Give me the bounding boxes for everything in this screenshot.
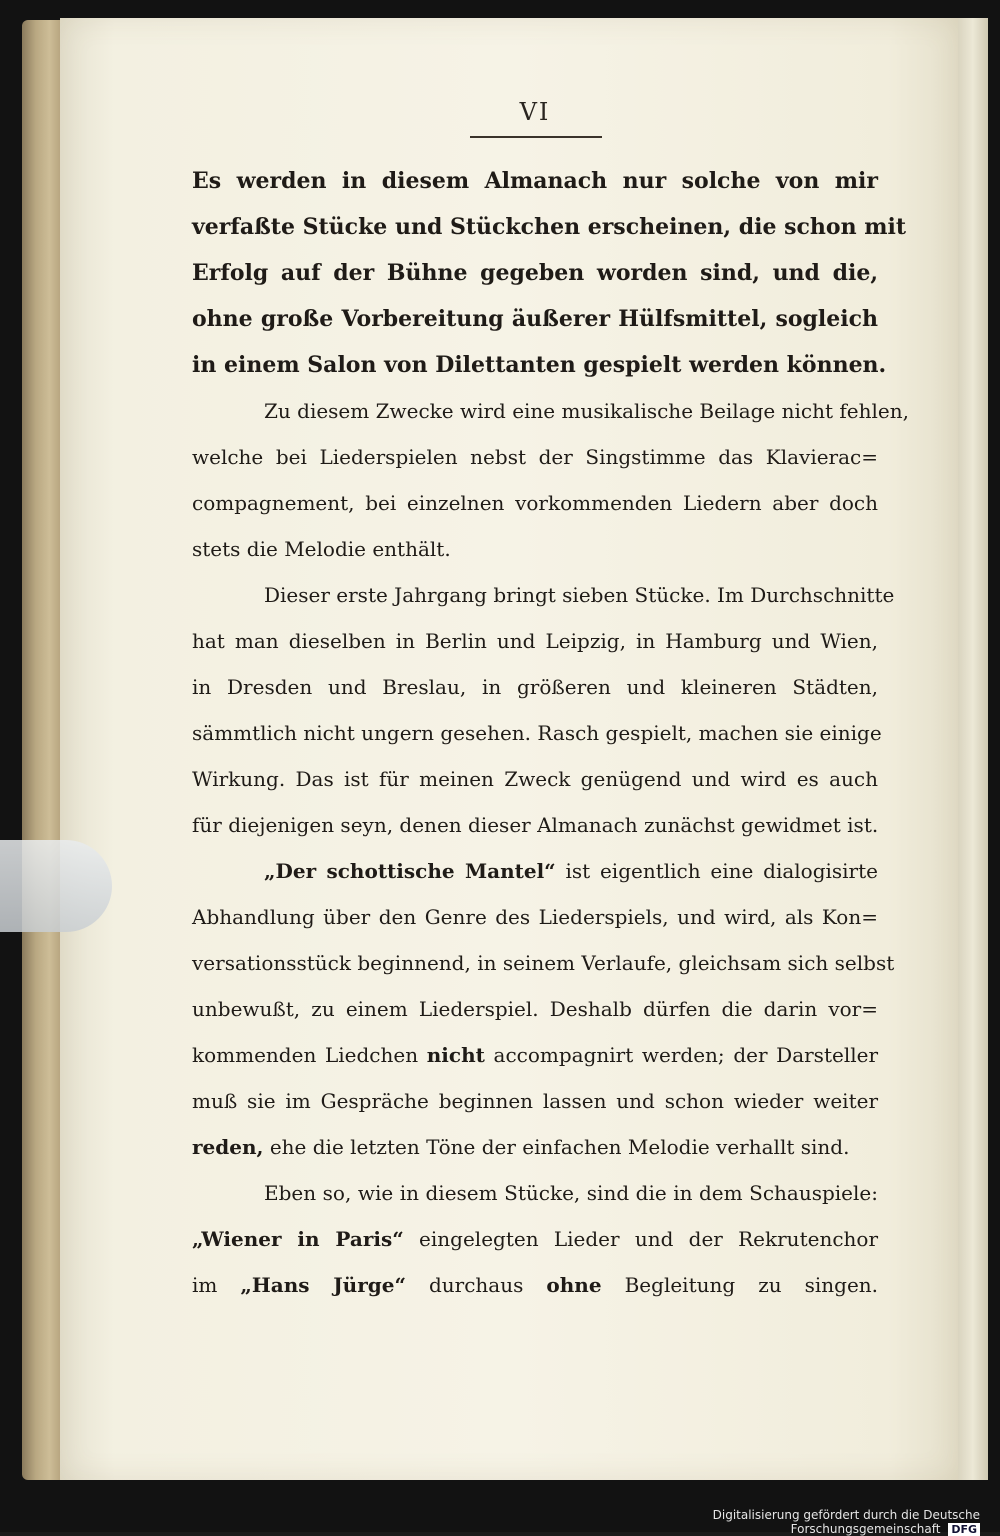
text-line: verfaßte Stücke und Stückchen erscheinen, die schon mit	[192, 214, 907, 240]
page-text	[192, 158, 909, 1308]
text-span: Begleitung zu singen.	[624, 1273, 879, 1297]
play-title: „Der schottische Mantel“	[264, 859, 556, 883]
text-line: Eben so, wie in diesem Stücke, sind die in dem Schauspiele:	[264, 1181, 878, 1205]
intro-paragraph	[192, 158, 907, 388]
text-line	[192, 1032, 878, 1078]
text-line	[192, 1262, 878, 1308]
next-leaf-edge	[958, 18, 988, 1480]
text-line: welche bei Liederspielen nebst der Singstimme das Klavierac=	[192, 445, 878, 469]
paragraph-2	[192, 572, 895, 848]
text-line: ohne große Vorbereitung äußerer Hülfsmittel, sogleich	[192, 306, 878, 332]
play-title: „Wiener in Paris“	[192, 1227, 404, 1251]
text-line: Dieser erste Jahrgang bringt sieben Stücke. Im Durchschnitte	[264, 583, 895, 607]
text-line: hat man dieselben in Berlin und Leipzig, in Hamburg und Wien,	[192, 629, 878, 653]
text-line: Abhandlung über den Genre des Liederspiels, und wird, als Kon=	[192, 905, 878, 929]
emphasis: nicht	[426, 1043, 485, 1067]
text-line: Wirkung. Das ist für meinen Zweck genügend und wird es auch	[192, 767, 878, 791]
text-span: ehe die letzten Töne der einfachen Melodie verhallt sind.	[269, 1135, 850, 1159]
text-line	[192, 1216, 878, 1262]
text-line: in Dresden und Breslau, in größeren und kleineren Städten,	[192, 675, 878, 699]
text-line: Erfolg auf der Bühne gegeben worden sind, und die,	[192, 260, 878, 286]
text-line: unbewußt, zu einem Liederspiel. Deshalb dürfen die darin vor=	[192, 997, 878, 1021]
footer-text: Digitalisierung gefördert durch die Deutsche Forschungsgemeinschaft	[712, 1508, 980, 1536]
text-span: durchaus	[428, 1273, 524, 1297]
text-line: compagnement, bei einzelnen vorkommenden Liedern aber doch	[192, 491, 878, 515]
text-span: im	[192, 1273, 218, 1297]
text-line: stets die Melodie enthält.	[192, 537, 451, 561]
text-line	[192, 1124, 878, 1170]
paragraph-3	[192, 848, 895, 1170]
text-line: sämmtlich nicht ungern gesehen. Rasch gespielt, machen sie einige	[192, 721, 882, 745]
emphasis: reden,	[192, 1135, 264, 1159]
paragraph-1	[192, 388, 909, 572]
text-span: accompagnirt werden; der Darsteller	[493, 1043, 879, 1067]
play-title: „Hans Jürge“	[240, 1273, 406, 1297]
text-line: Zu diesem Zwecke wird eine musikalische Beilage nicht fehlen,	[264, 399, 909, 423]
text-line: muß sie im Gespräche beginnen lassen und schon wieder weiter	[192, 1089, 878, 1113]
text-line: in einem Salon von Dilettanten gespielt werden können.	[192, 352, 887, 378]
text-line: Es werden in diesem Almanach nur solche von mir	[192, 168, 878, 194]
paragraph-4	[192, 1170, 878, 1308]
dfg-logo: DFG	[948, 1523, 980, 1536]
emphasis: ohne	[546, 1273, 602, 1297]
page-number: VI	[519, 98, 551, 126]
header-rule	[470, 136, 602, 138]
text-span: eingelegten Lieder und der Rekrutenchor	[419, 1227, 879, 1251]
text-line	[192, 848, 878, 894]
page-clip-tab	[0, 840, 112, 932]
text-span: kommenden Liedchen	[192, 1043, 419, 1067]
text-span: ist eigentlich eine dialogisirte	[565, 859, 878, 883]
text-line: versationsstück beginnend, in seinem Verlaufe, gleichsam sich selbst	[192, 951, 895, 975]
text-line: für diejenigen seyn, denen dieser Almanach zunächst gewidmet ist.	[192, 813, 879, 837]
